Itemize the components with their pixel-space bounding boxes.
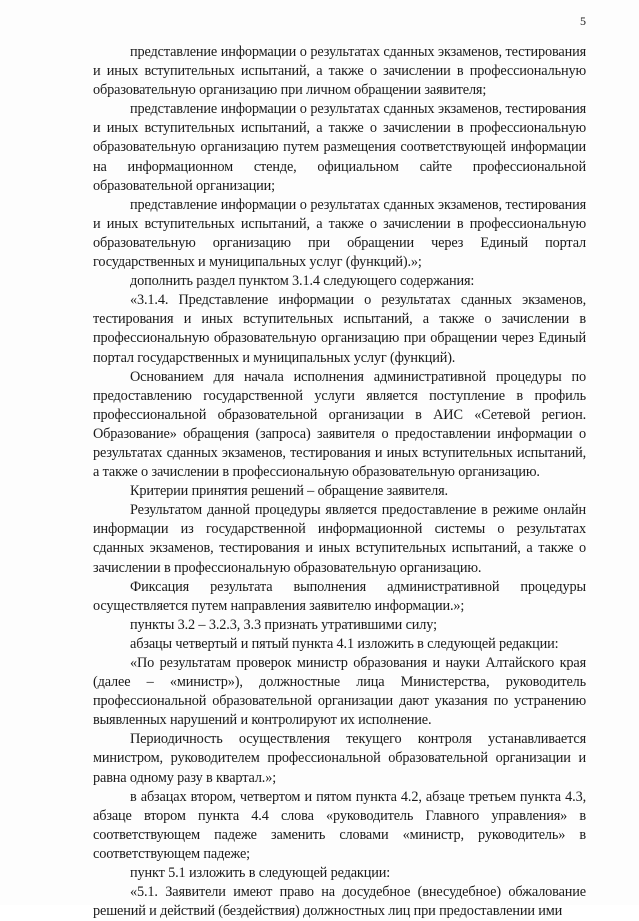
- document-body: [93, 43, 586, 921]
- paragraph: представление информации о результатах сданных экзаменов, тестирования и иных вступительных испытаний, а также о зачислении в профессиональную образовательную организацию путем размещения соответствующей информации на информационном стенде, официальном сайте профессиональной образовательной организации;: [93, 101, 586, 194]
- paragraph: Основанием для начала исполнения административной процедуры по предоставлению государственной услуги является поступление в профиль профессиональной образовательной организации в АИС «Сетевой регион. Образование» обращения (запроса) заявителя о предоставлении информации о результатах сданных экзаменов, тестирования и иных вступительных испытаний, а также о зачислении в профессиональную образовательную организацию.: [93, 368, 586, 481]
- paragraph: представление информации о результатах сданных экзаменов, тестирования и иных вступительных испытаний, а также о зачислении в профессиональную образовательную организацию при обращении через Единый портал государственных и муниципальных услуг (функций).»;: [93, 196, 586, 271]
- paragraph: пункт 5.1 изложить в следующей редакции:: [130, 865, 391, 882]
- paragraph: абзацы четвертый и пятый пункта 4.1 изложить в следующей редакции:: [130, 635, 559, 652]
- paragraph: Фиксация результата выполнения административной процедуры осуществляется путем направления заявителю информации.»;: [93, 578, 586, 614]
- page-number: 5: [580, 14, 586, 28]
- paragraph: «5.1. Заявители имеют право на досудебное (внесудебное) обжалование решений и действий (бездействия) должностных лиц при предоставлении ими: [93, 884, 586, 920]
- paragraph: Периодичность осуществления текущего контроля устанавливается министром, руководителем профессиональной образовательной организации и равна одному разу в квартал.»;: [93, 731, 586, 786]
- paragraph: в абзацах втором, четвертом и пятом пункта 4.2, абзаце третьем пункта 4.3, абзаце втором пункта 4.4 слова «руководитель Главного управления» в соответствующем падеже заменить словами «министр, руководитель» в соответствующем падеже;: [93, 788, 586, 862]
- paragraph: представление информации о результатах сданных экзаменов, тестирования и иных вступительных испытаний, а также о зачислении в профессиональную образовательную организацию при личном обращении заявителя;: [93, 44, 586, 99]
- paragraph: Результатом данной процедуры является предоставление в режиме онлайн информации из государственной информационной системы о результатах сданных экзаменов, тестирования и иных вступительных испытаний, а также о зачислении в профессиональную образовательную организацию.: [93, 502, 586, 576]
- paragraph: «По результатам проверок министр образования и науки Алтайского края (далее – «министр»), должностные лица Министерства, руководитель профессиональной образовательной организации дают указания по устранению выявленных нарушений и контролируют их исполнение.: [93, 655, 586, 729]
- paragraph: Критерии принятия решений – обращение заявителя.: [130, 483, 448, 500]
- paragraph: пункты 3.2 – 3.2.3, 3.3 признать утратившими силу;: [130, 616, 437, 633]
- paragraph: дополнить раздел пунктом 3.1.4 следующего содержания:: [130, 273, 475, 290]
- paragraph: «3.1.4. Представление информации о результатах сданных экзаменов, тестирования и иных вступительных испытаний, а также о зачислении в профессиональную образовательную организацию при обращении через Единый портал государственных и муниципальных услуг (функций).: [93, 292, 586, 366]
